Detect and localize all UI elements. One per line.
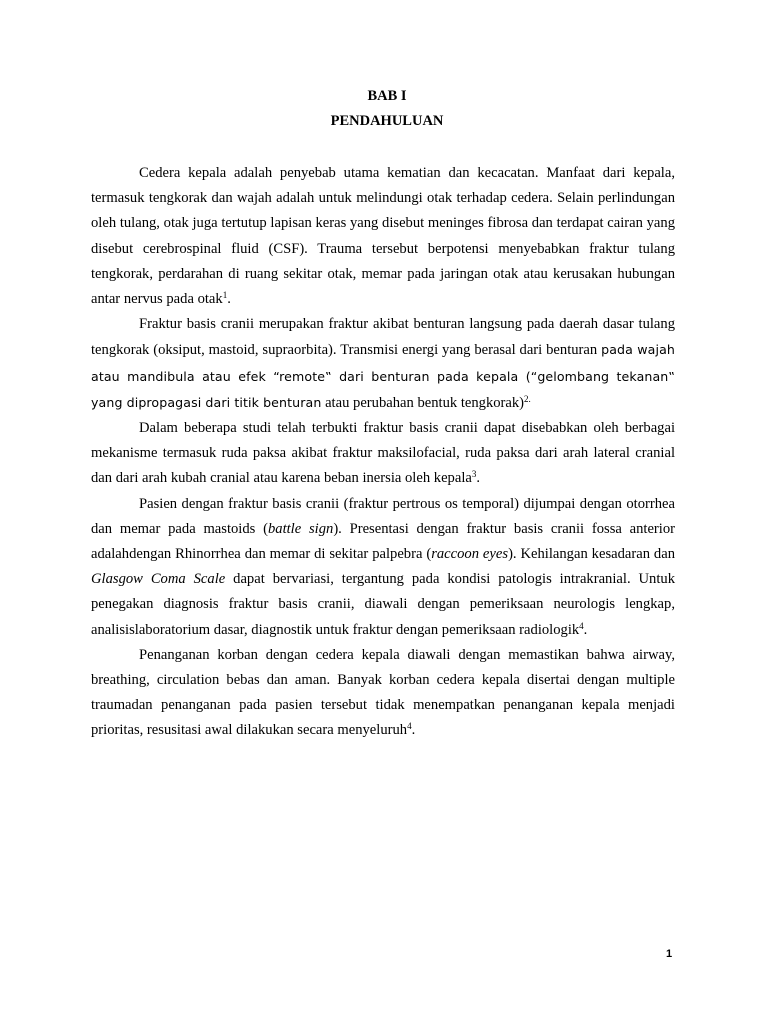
paragraph-2-text: Fraktur basis cranii merupakan fraktur akibat benturan langsung pada daerah dasar tulang tengkorak (oksiput, mastoid, supraorbita). Transmisi energi yang berasal dari benturan (91, 316, 675, 359)
paragraph-4-text: Pasien dengan fraktur basis cranii (fraktur pertrous os temporal) dijumpai dengan otorrhea dan memar pada mastoids ( (91, 495, 675, 537)
paragraph-4-text-4: dapat bervariasi, tergantung pada kondisi patologis intrakranial. Untuk penegakan diagnosis fraktur basis cranii, diawali dengan pemeriksaan neurologis lengkap, analisislaboratorium dasar, diagnostik untuk fraktur dengan pemeriksaan radiologik (91, 571, 676, 638)
citation-ref: 4 (579, 620, 584, 631)
paragraph-1-text: Cedera kepala adalah penyebab utama kematian dan kecacatan. Manfaat dari kepala, termasuk tengkorak dan wajah adalah untuk melindungi otak terhadap cedera. Selain perlindungan oleh tulang, otak juga tertutup lapisan keras yang disebut meninges fibrosa dan terdapat cairan yang disebut cerebrospinal fluid (CSF). Trauma tersebut berpotensi menyebabkan fraktur tulang tengkorak, perdarahan di ruang sekitar otak, memar pada jaringan otak atau kerusakan hubungan antar nervus pada otak (91, 165, 675, 308)
paragraph-2-text-end: atau perubahan bentuk tengkorak) (321, 394, 525, 411)
paragraph-2 (91, 312, 675, 416)
paragraph-3 (91, 416, 675, 492)
paragraph-4-text-2: ). Presentasi dengan fraktur basis cranii fossa anterior adalahdengan Rhinorrhea dan memar di sekitar palpebra ( (91, 520, 675, 563)
citation-ref: 1 (222, 290, 228, 301)
paragraph-4-end: . (583, 621, 588, 638)
paragraph-5 (91, 643, 675, 744)
citation-ref: 4 (407, 721, 412, 732)
paragraph-5-end: . (411, 722, 416, 739)
term-battle-sign: battle sign (267, 520, 334, 537)
paragraph-3-end: . (476, 470, 481, 487)
chapter-heading: BAB I (367, 88, 407, 104)
body-text (91, 161, 675, 744)
term-raccoon-eyes: raccoon eyes (431, 546, 509, 563)
paragraph-5-text: Penanganan korban dengan cedera kepala diawali dengan memastikan bahwa airway, breathing, circulation bebas dan aman. Banyak korban cedera kepala disertai dengan multiple traumadan penanganan pada pasien tersebut tidak menempatkan penanganan kepala menjadi prioritas, resusitasi awal dilakukan secara menyeluruh (91, 646, 675, 739)
paragraph-4 (91, 492, 675, 643)
term-glasgow-coma-scale: Glasgow Coma Scale (91, 571, 226, 588)
citation-ref: 3 (471, 469, 477, 480)
paragraph-3-text: Dalam beberapa studi telah terbukti fraktur basis cranii dapat disebabkan oleh berbagai mekanisme termasuk ruda paksa akibat fraktur maksilofacial, ruda paksa dari arah lateral cranial dan dari arah kubah cranial atau karena beban inersia oleh kepala (91, 420, 675, 487)
paragraph-4-text-3: ). Kehilangan kesadaran dan (508, 546, 675, 563)
citation-ref: 2. (524, 393, 531, 404)
chapter-title: PENDAHULUAN (330, 113, 444, 129)
paragraph-1 (91, 161, 675, 312)
page-number: 1 (666, 948, 673, 960)
paragraph-2-sans-text: pada wajah atau mandibula atau efek “remote‟ dari benturan pada kepala (“gelombang tekanan‟ yang dipropagasi dari titik benturan (91, 342, 675, 410)
paragraph-1-end: . (227, 291, 231, 308)
